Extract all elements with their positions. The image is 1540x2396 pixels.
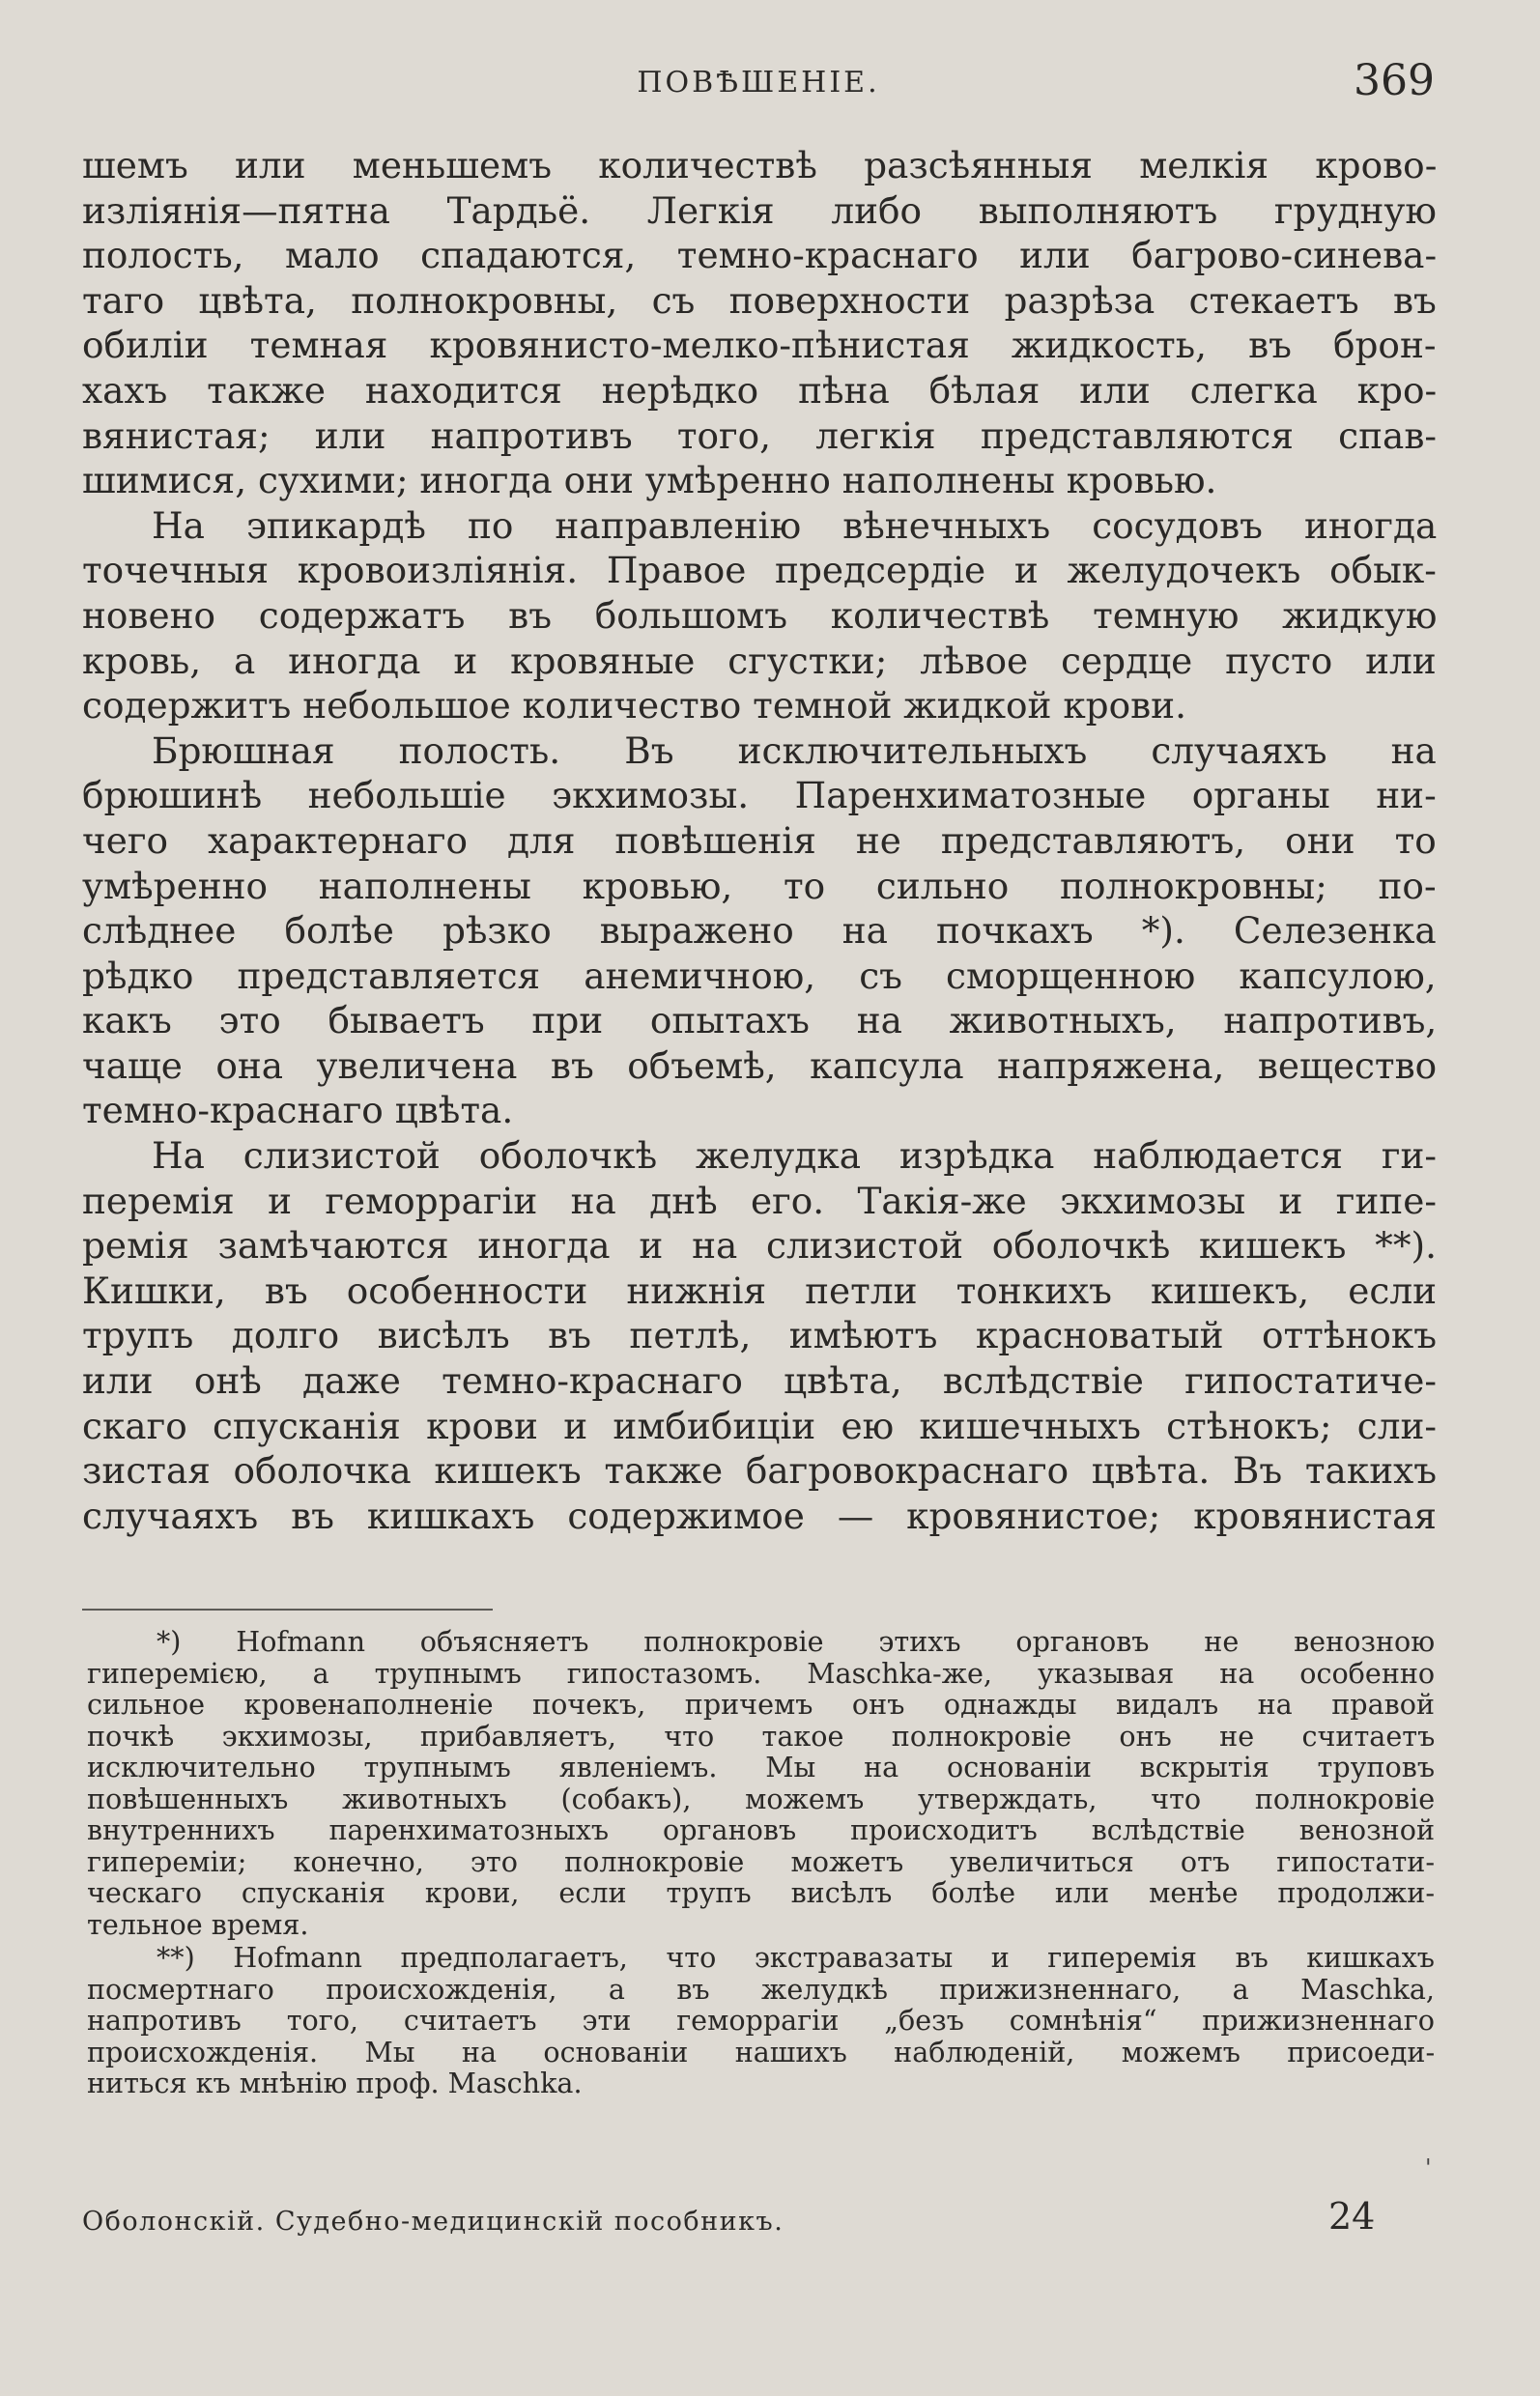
footnote-line: гипереміи; конечно, это полнокровіе можетъ увеличиться отъ гипостати- [87, 1844, 1435, 1878]
text-line: умѣренно наполнены кровью, то сильно полнокровны; по- [82, 864, 1437, 907]
text-line: обиліи темная кровянисто-мелко-пѣнистая жидкость, въ брон- [82, 324, 1437, 367]
footnote-line: *) Hofmann объясняетъ полнокровіе этихъ органовъ не венозною [157, 1625, 1436, 1658]
text-line: скаго спусканія крови и имбибиціи ею кишечныхъ стѣнокъ; сли- [82, 1404, 1437, 1447]
text-line: На слизистой оболочкѣ желудка изрѣдка наблюдается ги- [152, 1134, 1437, 1178]
text-line: перемія и геморрагіи на днѣ его. Такія-же экхимозы и гипе- [82, 1179, 1437, 1222]
footnote-line: сильное кровенаполненіе почекъ, причемъ онъ однажды видалъ на правой [87, 1688, 1435, 1721]
text-line: Кишки, въ особенности нижнія петли тонкихъ кишекъ, если [82, 1269, 1437, 1312]
paragraph-4 [82, 1133, 1437, 1538]
text-line: случаяхъ въ кишкахъ содержимое — кровянистое; кровянистая [82, 1494, 1437, 1537]
page-header [82, 56, 1435, 114]
footnotes [87, 1626, 1435, 2101]
text-line: Брюшная полость. Въ исключительныхъ случаяхъ на [152, 728, 1437, 772]
paragraph-1 [82, 143, 1437, 503]
text-line: зистая оболочка кишекъ также багровокраснаго цвѣта. Въ такихъ [82, 1449, 1437, 1493]
footnote-line: **) Hofmann предполагаетъ, что экстравазаты и гиперемія въ кишкахъ [157, 1941, 1435, 1974]
margin-mark: ' [1425, 2154, 1432, 2182]
footnote-line: исключительно трупнымъ явленіемъ. Мы на основаніи вскрытія труповъ [87, 1751, 1436, 1783]
footnote-line: напротивъ того, считаетъ эти геморрагіи „безъ сомнѣнія“ прижизненнаго [87, 2004, 1435, 2037]
text-line: содержитъ небольшое количество темной жидкой крови. [82, 684, 1186, 727]
text-line: На эпикардѣ по направленію вѣнечныхъ сосудовъ иногда [152, 503, 1438, 547]
text-line: чаще она увеличена въ объемѣ, капсула напряжена, вещество [82, 1043, 1438, 1087]
paragraph-3 [82, 728, 1437, 1133]
text-line: кровь, а иногда и кровяные сгустки; лѣвое сердце пусто или [82, 639, 1437, 682]
text-line: или онѣ даже темно-краснаго цвѣта, вслѣдствіе гипостатиче- [82, 1359, 1438, 1403]
text-line: изліянія—пятна Тардьё. Легкія либо выполняютъ грудную [82, 188, 1437, 232]
page-number: 369 [1354, 56, 1435, 105]
footnote-line: внутреннихъ паренхиматозныхъ органовъ происходитъ вслѣдствіе венозной [87, 1813, 1435, 1846]
text-line: какъ это бываетъ при опытахъ на животныхъ, напротивъ, [82, 999, 1438, 1042]
text-line: точечныя кровоизліянія. Правое предсердіе и желудочекъ обык- [82, 549, 1437, 592]
footnote-line: ниться къ мнѣнію проф. Maschka. [87, 2067, 583, 2099]
text-line: вянистая; или напротивъ того, легкія представляются спав- [82, 414, 1438, 457]
sheet-number: 24 [1328, 2195, 1376, 2238]
text-line: брюшинѣ небольшіе экхимозы. Паренхиматозные органы ни- [82, 774, 1437, 817]
text-line: рѣдко представляется анемичною, съ сморщенною капсулою, [82, 954, 1437, 997]
text-line: ремія замѣчаются иногда и на слизистой оболочкѣ кишекъ **). [82, 1224, 1437, 1268]
page-footer [82, 2195, 1430, 2243]
text-line: полость, мало спадаются, темно-краснаго или багрово-синева- [82, 234, 1438, 277]
text-line: новено содержатъ въ большомъ количествѣ темную жидкую [82, 593, 1438, 637]
text-line: чего характернаго для повѣшенія не представляютъ, они то [82, 818, 1437, 862]
footnote-line: тельное время. [87, 1907, 309, 1941]
text-line: темно-краснаго цвѣта. [82, 1089, 514, 1132]
text-line: шимися, сухими; иногда они умѣренно наполнены кровью. [82, 459, 1217, 502]
body-text [82, 143, 1437, 1538]
footnote-1 [87, 1626, 1435, 1940]
paragraph-2 [82, 503, 1437, 728]
running-title: ПОВѢШЕНІЕ. [637, 66, 880, 100]
book-signature: Оболонскій. Судебно-медицинскій пособникъ. [82, 2207, 784, 2237]
text-line: слѣднее болѣе рѣзко выражено на почкахъ *). Селезенка [82, 909, 1437, 953]
footnote-divider [82, 1609, 493, 1611]
footnote-line: почкѣ экхимозы, прибавляетъ, что такое полнокровіе онъ не считаетъ [87, 1719, 1436, 1753]
text-line: хахъ также находится нерѣдко пѣна бѣлая или слегка кро- [82, 368, 1438, 412]
footnote-line: ческаго спусканія крови, если трупъ висѣлъ болѣе или менѣе продолжи- [87, 1876, 1435, 1909]
footnote-line: происхожденія. Мы на основаніи нашихъ наблюденій, можемъ присоеди- [87, 2035, 1436, 2068]
text-line: шемъ или меньшемъ количествѣ разсѣянныя мелкія крово- [82, 144, 1438, 186]
footnote-line: повѣшенныхъ животныхъ (собакъ), можемъ утверждать, что полнокровіе [87, 1782, 1436, 1815]
text-line: трупъ долго висѣлъ въ петлѣ, имѣютъ красноватый оттѣнокъ [82, 1314, 1437, 1357]
footnote-line: посмертнаго происхожденія, а въ желудкѣ прижизненнаго, а Maschka, [87, 1972, 1435, 2006]
footnote-2 [87, 1942, 1435, 2099]
footnote-line: гиперемією, а трупнымъ гипостазомъ. Maschka-же, указывая на особенно [87, 1656, 1436, 1690]
text-line: таго цвѣта, полнокровны, съ поверхности разрѣза стекаетъ въ [82, 278, 1437, 322]
